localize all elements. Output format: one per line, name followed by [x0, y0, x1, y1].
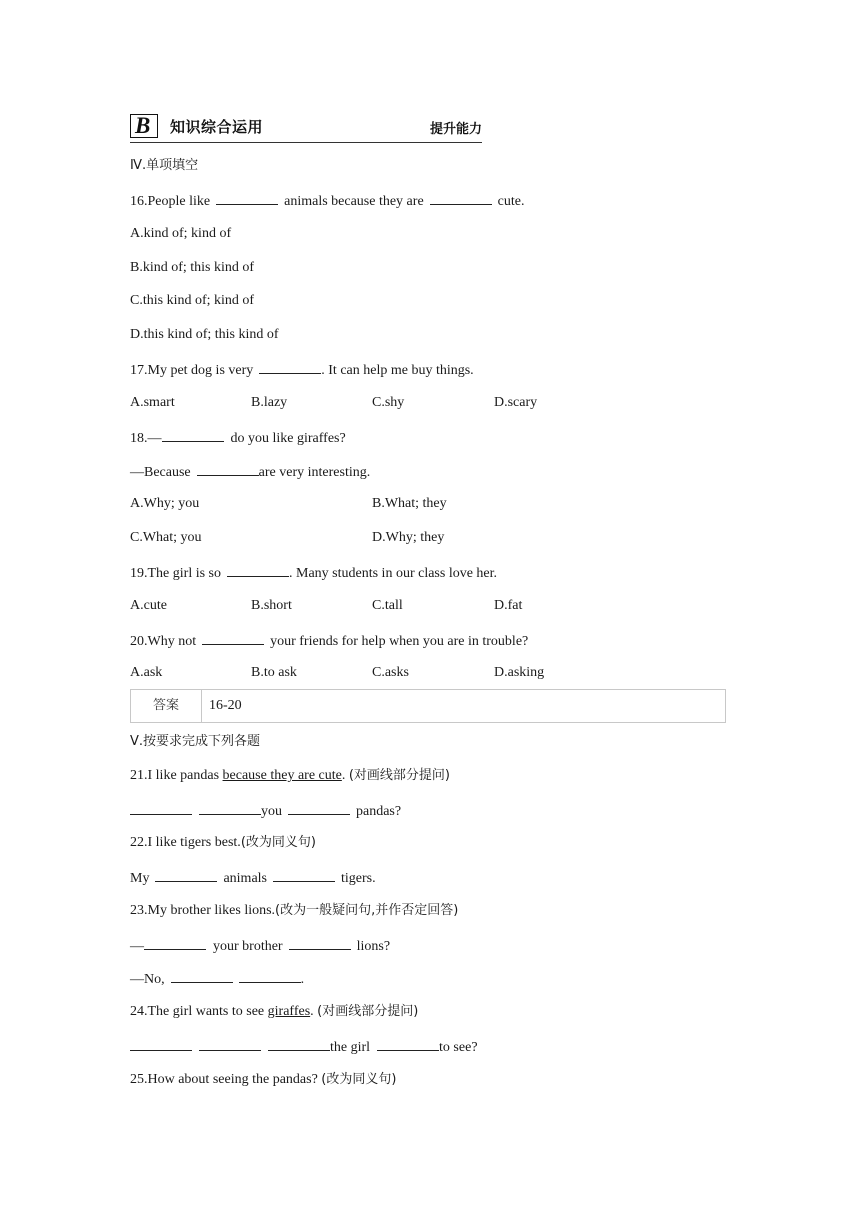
- blank: [202, 631, 264, 645]
- option: A.cute: [130, 598, 167, 613]
- question-23-answer-1: — your brother lions?: [130, 936, 390, 956]
- question-23-answer-2: —No, .: [130, 969, 304, 989]
- question-23: 23.My brother likes lions.(改为一般疑问句,并作否定回答): [130, 903, 459, 918]
- option: D.fat: [494, 598, 523, 613]
- blank: [144, 936, 206, 950]
- blank: [288, 801, 350, 815]
- blank: [377, 1037, 439, 1051]
- blank: [162, 428, 224, 442]
- blank: [130, 1037, 192, 1051]
- question-20: 20.Why not your friends for help when you are in trouble?: [130, 631, 528, 651]
- option: D.scary: [494, 395, 538, 410]
- option: C.this kind of; kind of: [130, 293, 255, 308]
- blank: [155, 868, 217, 882]
- question-24-answer: the girl to see?: [130, 1037, 478, 1057]
- option: D.asking: [494, 665, 545, 680]
- section-subtitle: 提升能力: [429, 122, 482, 137]
- question-19: 19.The girl is so . Many students in our class love her.: [130, 563, 497, 583]
- question-24: 24.The girl wants to see giraffes. (对画线部分提问): [130, 1004, 419, 1019]
- answer-box: [130, 689, 726, 723]
- section-badge: B: [130, 114, 158, 138]
- question-22: 22.I like tigers best.(改为同义句): [130, 835, 316, 850]
- option: D.this kind of; this kind of: [130, 327, 279, 342]
- option: A.ask: [130, 665, 163, 680]
- option: C.shy: [372, 395, 405, 410]
- option: D.Why; they: [372, 530, 445, 545]
- option: B.What; they: [372, 496, 447, 511]
- option: B.lazy: [251, 395, 288, 410]
- option: B.short: [251, 598, 292, 613]
- question-16: 16.People like animals because they are cute.: [130, 191, 524, 211]
- blank: [216, 191, 278, 205]
- option: A.smart: [130, 395, 175, 410]
- blank: [199, 1037, 261, 1051]
- option: A.Why; you: [130, 496, 200, 511]
- option: C.asks: [372, 665, 409, 680]
- blank: [430, 191, 492, 205]
- question-21: 21.I like pandas because they are cute. (对画线部分提问): [130, 768, 451, 783]
- option: A.kind of; kind of: [130, 226, 232, 241]
- section-title: 知识综合运用: [170, 118, 264, 136]
- question-18: 18.— do you like giraffes?: [130, 428, 346, 448]
- blank: [268, 1037, 330, 1051]
- section-4-title: Ⅳ.单项填空: [130, 158, 199, 173]
- blank: [130, 801, 192, 815]
- question-17: 17.My pet dog is very . It can help me buy things.: [130, 360, 474, 380]
- blank: [197, 462, 259, 476]
- option: C.tall: [372, 598, 403, 613]
- blank: [171, 969, 233, 983]
- blank: [227, 563, 289, 577]
- answer-label: 答案: [131, 690, 202, 722]
- underlined-phrase: because they are cute: [222, 768, 342, 783]
- section-header: [130, 112, 482, 143]
- blank: [259, 360, 321, 374]
- answer-value: 16-20: [209, 698, 242, 713]
- underlined-word: giraffes: [267, 1004, 311, 1019]
- option: C.What; you: [130, 530, 202, 545]
- blank: [289, 936, 351, 950]
- question-22-answer: My animals tigers.: [130, 868, 376, 888]
- option: B.kind of; this kind of: [130, 260, 255, 275]
- question-25: 25.How about seeing the pandas? (改为同义句): [130, 1072, 397, 1087]
- blank: [273, 868, 335, 882]
- question-18-line-2: —Because are very interesting.: [130, 462, 370, 482]
- blank: [239, 969, 301, 983]
- section-5-title: Ⅴ.按要求完成下列各题: [130, 734, 261, 749]
- option: B.to ask: [251, 665, 297, 680]
- question-21-answer: you pandas?: [130, 801, 401, 821]
- blank: [199, 801, 261, 815]
